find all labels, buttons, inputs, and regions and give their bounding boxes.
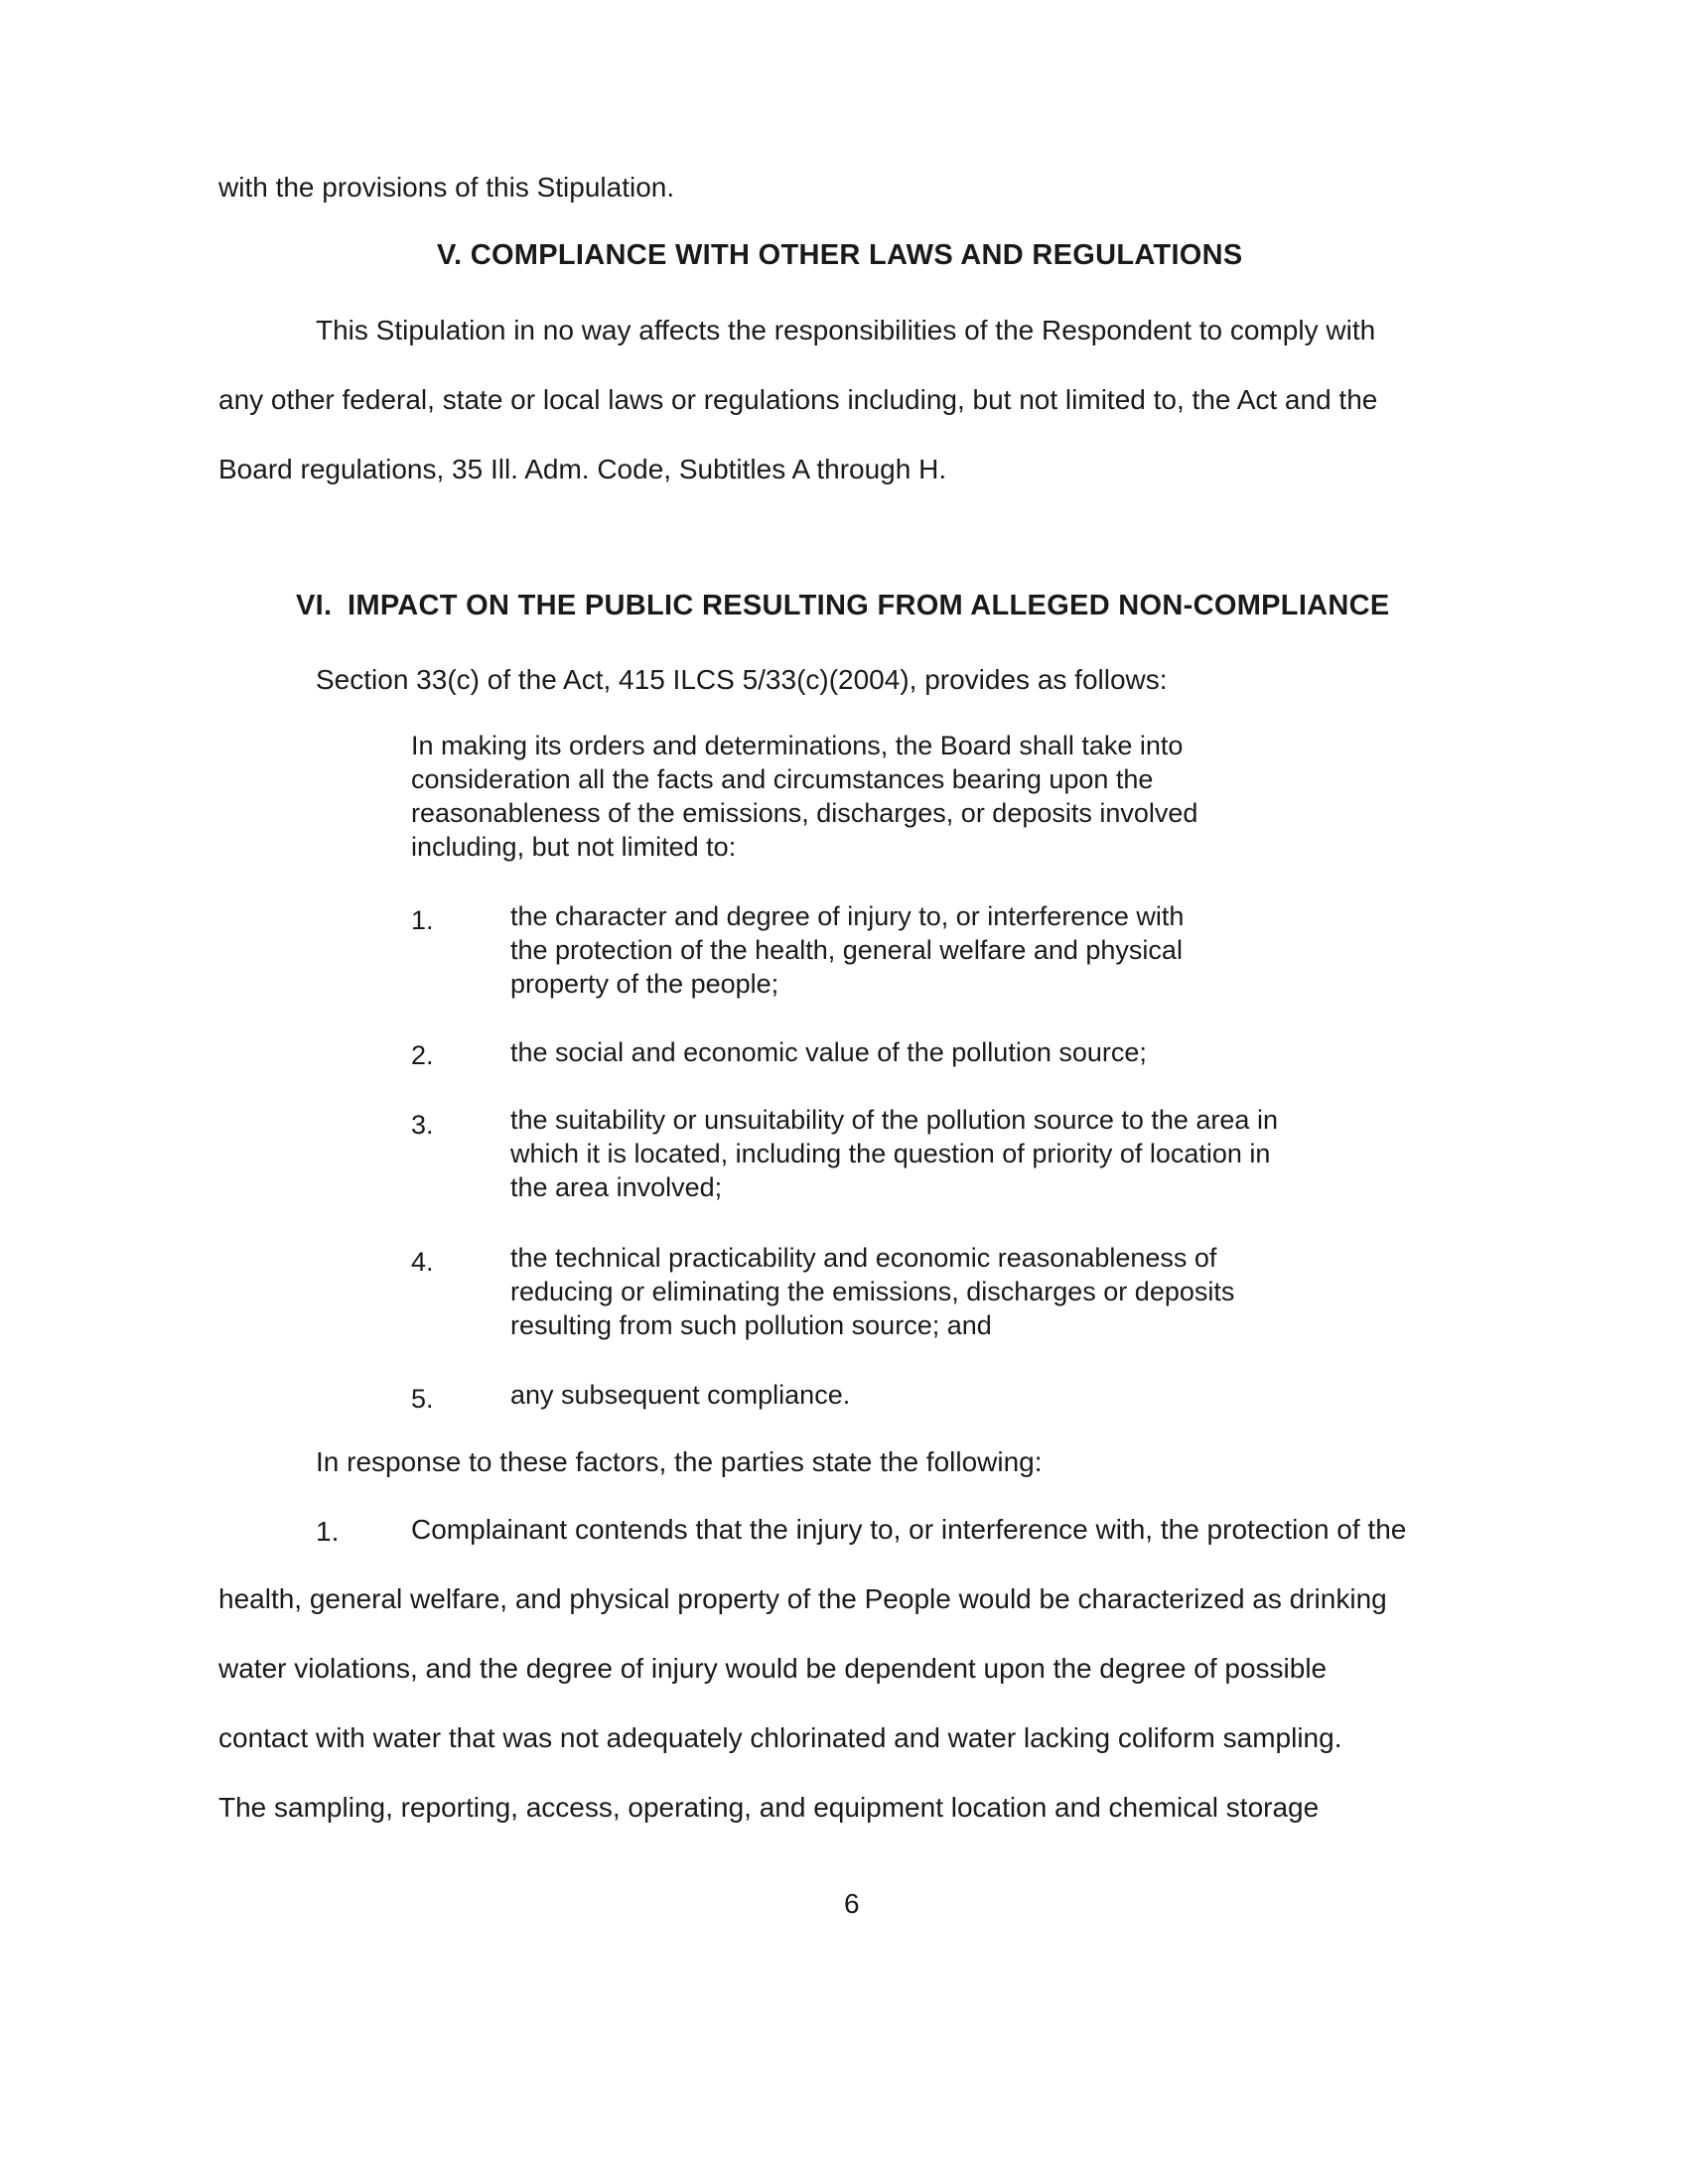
response-item-1-first-line: Complainant contends that the injury to, or interference with, the protection of the	[411, 1514, 1407, 1545]
page-number: 6	[844, 1888, 860, 1919]
factor-4-line-1: the technical practicability and economic reasonableness of	[510, 1243, 1217, 1273]
factor-4-line-2: reducing or eliminating the emissions, discharges or deposits	[510, 1277, 1235, 1306]
quote-line-1: In making its orders and determinations, the Board shall take into	[411, 731, 1184, 760]
factor-5-number: 5.	[411, 1384, 434, 1414]
response-item-1-line-4: contact with water that was not adequately chlorinated and water lacking coliform sampling.	[218, 1722, 1342, 1753]
factor-2-number: 2.	[411, 1040, 434, 1070]
section-vi-heading: IMPACT ON THE PUBLIC RESULTING FROM ALLEGED NON-COMPLIANCE	[348, 590, 1390, 621]
section-v-line-3: Board regulations, 35 Ill. Adm. Code, Subtitles A through H.	[218, 454, 947, 484]
factor-5-line-1: any subsequent compliance.	[510, 1380, 851, 1410]
factor-1-line-1: the character and degree of injury to, or interference with	[510, 901, 1185, 931]
continuation-line: with the provisions of this Stipulation.	[218, 172, 675, 203]
response-item-1-number: 1.	[316, 1516, 340, 1547]
quote-line-4: including, but not limited to:	[411, 832, 737, 862]
factor-2-line-1: the social and economic value of the pollution source;	[510, 1037, 1147, 1067]
factor-3-line-2: which it is located, including the question of priority of location in	[510, 1139, 1271, 1168]
response-intro: In response to these factors, the parties state the following:	[316, 1446, 1043, 1477]
section-vi-intro: Section 33(c) of the Act, 415 ILCS 5/33(c)(2004), provides as follows:	[316, 664, 1168, 695]
factor-3-line-3: the area involved;	[510, 1172, 723, 1202]
factor-1-line-3: property of the people;	[510, 969, 779, 999]
quote-line-3: reasonableness of the emissions, discharges, or deposits involved	[411, 798, 1198, 828]
section-vi-number: VI.	[296, 590, 333, 621]
response-item-1-line-2: health, general welfare, and physical property of the People would be characterized as drinking	[218, 1583, 1387, 1614]
factor-1-number: 1.	[411, 905, 434, 935]
response-item-1-line-5: The sampling, reporting, access, operating, and equipment location and chemical storage	[218, 1792, 1320, 1823]
factor-4-line-3: resulting from such pollution source; and	[510, 1310, 992, 1340]
response-item-1-line-3: water violations, and the degree of injury would be dependent upon the degree of possible	[218, 1653, 1328, 1684]
section-v-line-2: any other federal, state or local laws or regulations including, but not limited to, the Act and the	[218, 384, 1378, 415]
factor-3-number: 3.	[411, 1110, 434, 1140]
factor-3-line-1: the suitability or unsuitability of the pollution source to the area in	[510, 1105, 1278, 1135]
quote-line-2: consideration all the facts and circumstances bearing upon the	[411, 764, 1154, 794]
factor-4-number: 4.	[411, 1247, 434, 1277]
section-v-line-1: This Stipulation in no way affects the responsibilities of the Respondent to comply with	[316, 315, 1376, 345]
factor-1-line-2: the protection of the health, general welfare and physical	[510, 935, 1183, 965]
section-v-heading: V. COMPLIANCE WITH OTHER LAWS AND REGULATIONS	[437, 239, 1243, 271]
